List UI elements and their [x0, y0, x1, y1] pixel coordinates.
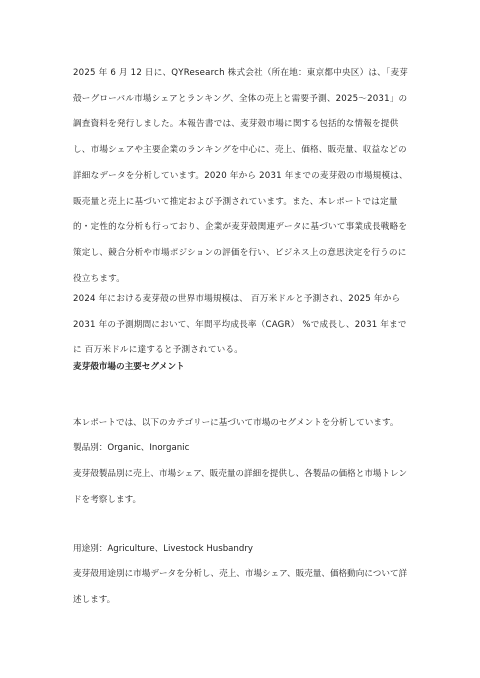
intro-paragraph: 2025 年 6 月 12 日に、QYResearch 株式会社（所在地：東京都中央区）は、「麦芽殻ーグローバル市場シェアとランキング、全体の売上と需要予測、2025～2031」の調査資料を発行しました。本報告書では、麦芽殻市場に関する包括的な情報を提供し、市場シェアや主要企業のランキングを中心に、売上、価格、販売量、収益などの詳細なデータを分析しています。2020 年から 2031 年までの麦芽殻の市場規模は、販売量と売上に基づいて推定および予測されています。また、本レポートでは定量的・定性的な分析も行っており、企業が麦芽殻関連データに基づいて事業成長戦略を策定し、競合分析や市場ポジションの評価を行い、ビジネス上の意思決定を行うのに役立ちます。 — [73, 68, 409, 284]
segment-heading: 麦芽殻市場の主要セグメント — [73, 362, 185, 372]
product-segment-line: 製品別：Organic、Inorganic — [73, 443, 190, 453]
product-segment-description: 麦芽殻製品別に売上、市場シェア、販売量の詳細を提供し、各製品の価格と市場トレンドを考察します。 — [73, 469, 408, 505]
application-segment-line: 用途別：Agriculture、Livestock Husbandry — [73, 544, 253, 554]
segment-intro: 本レポートでは、以下のカテゴリーに基づいて市場のセグメントを分析しています。 — [73, 418, 399, 428]
application-segment-description: 麦芽殻用途別に市場データを分析し、売上、市場シェア、販売量、価格動向について詳述します。 — [73, 569, 408, 605]
market-size-paragraph: 2024 年における麦芽殻の世界市場規模は、 百万米ドルと予測され、2025 年から 2031 年の予測期間において、年間平均成長率（CAGR） %で成長し、2031 年までに 百万米ドルに達すると予測されている。 — [73, 294, 407, 356]
